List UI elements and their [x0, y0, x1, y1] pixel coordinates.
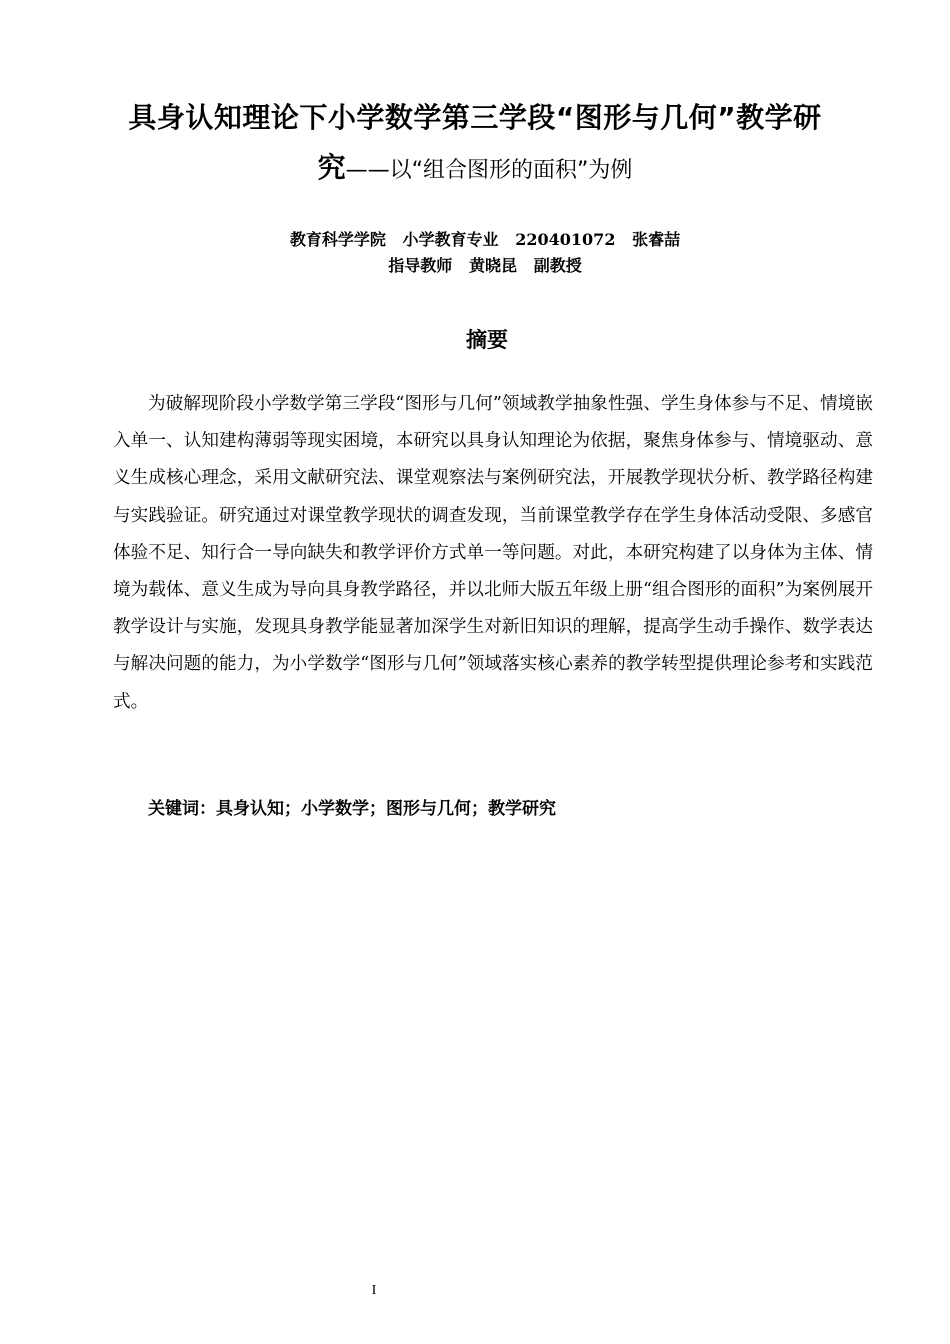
abstract-body: 为破解现阶段小学数学第三学段“图形与几何”领域教学抽象性强、学生身体参与不足、情境嵌入单一、认知建构薄弱等现实困境，本研究以具身认知理论为依据，聚焦身体参与、情境驱动、意义生成核心理念，采用文献研究法、课堂观察法与案例研究法，开展教学现状分析、教学路径构建与实践验证。研究通过对课堂教学现状的调查发现，当前课堂教学存在学生身体活动受限、多感官体验不足、知行合一导向缺失和教学评价方式单一等问题。对此，本研究构建了以身体为主体、情境为载体、意义生成为导向具身教学路径，并以北师大版五年级上册“组合图形的面积”为案例展开教学设计与实施，发现具身教学能显著加深学生对新旧知识的理解，提高学生动手操作、数学表达与解决问题的能力，为小学数学“图形与几何”领域落实核心素养的教学转型提供理论参考和实践范式。: [113, 394, 873, 712]
keywords: 关键词：具身认知；小学数学；图形与几何；教学研究: [148, 799, 556, 819]
thesis-subtitle: ——以“组合图形的面积”为例: [345, 158, 633, 183]
thesis-title-line-2: [0, 148, 950, 191]
thesis-title-line-1: 具身认知理论下小学数学第三学段“图形与几何”教学研: [128, 101, 822, 134]
author-info: 教育科学学院 小学教育专业 220401072 张睿喆: [289, 230, 681, 249]
thesis-title-line-2-lead: 究: [317, 151, 346, 184]
page-number: I: [371, 1283, 377, 1298]
advisor-info: 指导教师 黄晓昆 副教授: [388, 256, 582, 275]
abstract-heading: 摘要: [466, 328, 508, 352]
